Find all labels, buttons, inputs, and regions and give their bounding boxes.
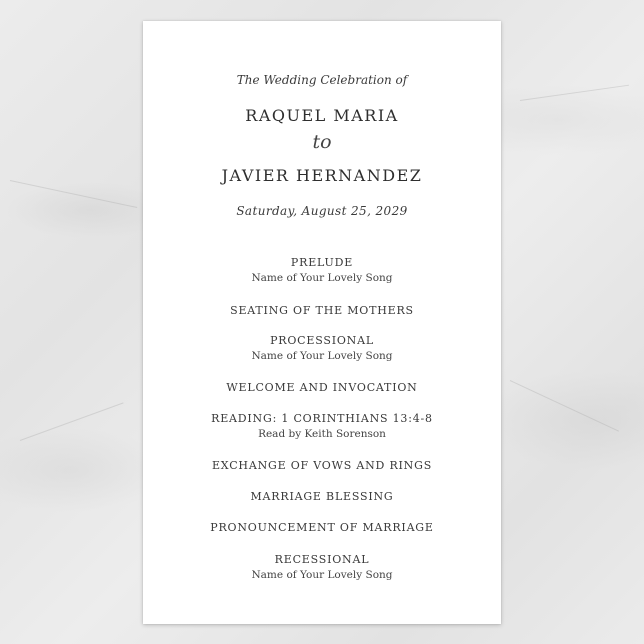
order-item-title: MARRIAGE BLESSING: [250, 490, 394, 503]
marble-vein: [520, 85, 629, 101]
order-item-title: PROCESSIONAL: [270, 334, 374, 347]
partner-name-2: JAVIER HERNANDEZ: [221, 166, 423, 185]
order-item-subtitle: Read by Keith Sorenson: [258, 428, 386, 440]
order-item-subtitle: Name of Your Lovely Song: [251, 569, 393, 581]
order-item-subtitle: Name of Your Lovely Song: [251, 350, 393, 362]
order-item-title: SEATING OF THE MOTHERS: [230, 304, 414, 317]
order-item-subtitle: Name of Your Lovely Song: [251, 272, 393, 284]
partner-name-1: RAQUEL MARIA: [245, 106, 399, 125]
marble-vein: [10, 180, 137, 208]
order-item-title: PRELUDE: [290, 256, 354, 269]
program-card: [143, 21, 501, 624]
order-item-title: RECESSIONAL: [274, 553, 370, 566]
order-item-title: EXCHANGE OF VOWS AND RINGS: [211, 459, 433, 472]
ceremony-date: Saturday, August 25, 2029: [236, 204, 408, 218]
order-item-title: WELCOME AND INVOCATION: [226, 381, 418, 394]
order-item-title: READING: 1 CORINTHIANS 13:4-8: [211, 412, 433, 425]
order-item-title: PRONOUNCEMENT OF MARRIAGE: [210, 521, 434, 534]
marble-vein: [20, 402, 124, 441]
conjunction-script: to: [312, 131, 332, 153]
intro-line: The Wedding Celebration of: [236, 73, 408, 87]
marble-vein: [510, 380, 619, 432]
